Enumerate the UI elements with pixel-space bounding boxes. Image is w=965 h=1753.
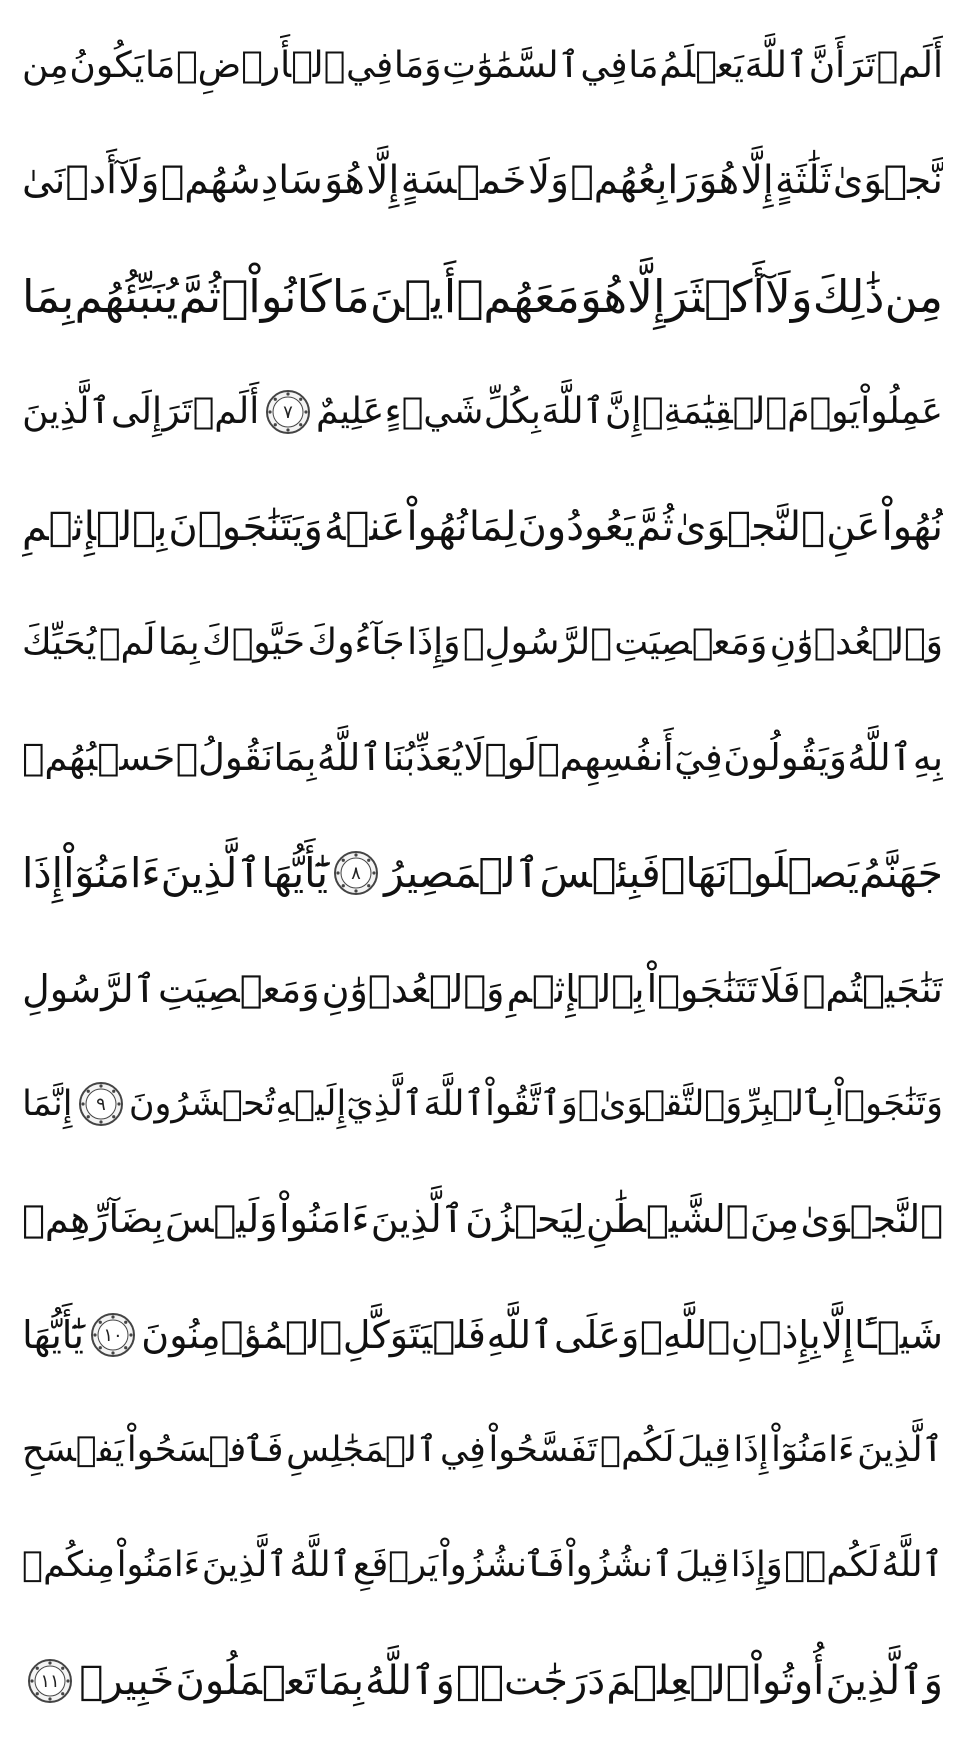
ayah-ornament-icon	[77, 1080, 125, 1128]
word: فَٱنشُزُواْ	[440, 1545, 565, 1586]
ayah-number: ٧	[282, 402, 293, 424]
word: ذَٰلِكَ	[812, 269, 885, 323]
word: ٱللَّهَ	[744, 45, 809, 86]
word: مِنكُمۡ	[22, 1545, 116, 1586]
word: فَلَا	[759, 966, 801, 1011]
word: مَا	[331, 269, 370, 323]
text-line	[22, 1052, 943, 1156]
word: وَلَآ	[765, 269, 813, 323]
word: ٱلۡمَصِيرُ	[384, 849, 540, 898]
word: أُوتُواْ	[750, 1657, 825, 1704]
word: أَكۡثَرَ	[665, 269, 765, 323]
word: وَتَنَٰجَوۡاْ	[834, 1084, 943, 1125]
word: وَلَيۡسَ	[164, 1197, 278, 1242]
text-line	[22, 129, 943, 233]
word: ٱللَّهَ	[423, 1084, 485, 1125]
text-line	[22, 1513, 943, 1617]
word: ٱلۡمُؤۡمِنُونَ	[141, 1312, 343, 1357]
word: وَٱلۡعُدۡوَٰنِ	[321, 966, 505, 1011]
word: إِلَّا	[740, 158, 774, 204]
word: ثَلَٰثَةٍ	[775, 158, 832, 204]
word: نَقُولُۚ	[175, 736, 273, 780]
word: فَلۡيَتَوَكَّلِ	[342, 1312, 486, 1357]
word: ٱلۡمَجَٰلِسِ	[286, 1430, 438, 1471]
word: ٱلشَّيۡطَٰنِ	[585, 1197, 749, 1242]
word: شَيۡءٍ	[384, 391, 484, 433]
word: إِلَيۡهِ	[275, 1084, 347, 1125]
word: ٱنشُزُواْ	[565, 1545, 674, 1586]
word: فِيٓ	[674, 736, 723, 780]
word: نُهُواْ	[406, 504, 468, 551]
word: بِمَا	[317, 1657, 364, 1704]
word: قِيلَ	[677, 1430, 731, 1471]
word: هُوَ	[324, 158, 365, 204]
word: شَيۡـًٔا	[854, 1312, 943, 1357]
word: فَٱفۡسَحُواْ	[126, 1430, 284, 1471]
word: بِمَا	[273, 736, 317, 780]
word: ٱلۡقِيَٰمَةِۚ	[641, 391, 787, 433]
text-line	[22, 591, 943, 695]
word: عَمِلُواْ	[860, 391, 943, 433]
word: حَيَّوۡكَ	[202, 621, 306, 663]
word: يَٰٓأَيُّهَا	[22, 1312, 84, 1357]
ayah-end-marker	[264, 388, 312, 436]
word: إِلَى	[110, 391, 162, 433]
word: ءَامَنُواْ	[278, 1197, 370, 1242]
word: ٱلَّذِينَ	[201, 1545, 288, 1586]
word: بِإِذۡنِ	[730, 1312, 821, 1357]
text-line	[22, 1398, 943, 1502]
word: ٱلَّذِينَ	[22, 391, 111, 433]
word: بِمَا	[22, 269, 75, 323]
word: ٱللَّهُ	[847, 736, 913, 780]
word: إِلَّا	[821, 1312, 854, 1357]
word: مِن	[884, 269, 943, 323]
word: لَمۡ	[98, 621, 156, 663]
word: يَرۡفَعِ	[352, 1545, 439, 1586]
word: دَرَجَٰتٖۚ	[456, 1657, 606, 1704]
ayah-number: ٨	[351, 863, 361, 885]
word: ءَامَنُوٓاْ	[63, 849, 161, 898]
word: مِن	[22, 45, 69, 86]
word: تَرَ	[162, 391, 193, 433]
word: ٱلۡعِلۡمَ	[606, 1657, 750, 1704]
ayah-ornament-icon	[332, 849, 380, 897]
word: كَانُواْۖ	[221, 269, 332, 323]
word: جَآءُوكَ	[307, 621, 405, 663]
ayah-number: ٩	[95, 1094, 106, 1116]
word: إِلَّا	[366, 158, 400, 204]
word: ٱلنَّجۡوَىٰ	[800, 1197, 943, 1242]
word: ٱلنَّجۡوَىٰ	[675, 504, 826, 551]
word: قِيلَ	[675, 1545, 729, 1586]
word: ٱلَّذِينَ	[160, 849, 262, 898]
word: لِمَا	[468, 504, 517, 551]
word: ٱللَّهِ	[486, 1312, 554, 1357]
word: عَلِيمٌ	[316, 391, 385, 433]
word: ٱلرَّسُولِ	[22, 966, 156, 1011]
ayah-end-marker	[332, 849, 380, 897]
word: ٱللَّهَ	[541, 391, 605, 433]
word: يَفۡسَحِ	[22, 1430, 125, 1471]
word: ٱللَّهُ	[316, 736, 383, 780]
word: ٱلَّذِيٓ	[346, 1084, 424, 1125]
text-line	[22, 937, 943, 1041]
word: بِمَا	[157, 621, 200, 663]
ayah-ornament-icon	[26, 1657, 74, 1705]
word: وَلَا	[527, 158, 569, 204]
word: تُحۡشَرُونَ	[128, 1084, 276, 1125]
ayah-end-marker	[26, 1657, 74, 1705]
word: عَنِ	[826, 504, 881, 551]
word: أَيۡنَ	[369, 269, 457, 323]
word: وَعَلَى	[554, 1312, 640, 1357]
word: تَعۡمَلُونَ	[175, 1657, 317, 1704]
word: وَإِذَا	[730, 1545, 783, 1586]
word: حَسۡبُهُمۡ	[22, 736, 176, 780]
word: إِذَا	[733, 1430, 769, 1471]
word: عَنۡهُ	[323, 504, 406, 551]
word: أَنفُسِهِمۡ	[537, 736, 674, 780]
word: وَٱتَّقُواْ	[485, 1084, 578, 1125]
word: نُهُواْ	[881, 504, 943, 551]
word: فَبِئۡسَ	[539, 849, 661, 898]
word: مَعَهُمۡ	[456, 269, 580, 323]
text-line	[22, 1629, 943, 1733]
word: وَيَتَنَٰجَوۡنَ	[168, 504, 323, 551]
word: وَمَا	[393, 45, 442, 86]
word: أَلَمۡ	[876, 45, 943, 86]
word: وَٱللَّهُ	[365, 1657, 455, 1704]
word: ءَامَنُوٓاْ	[771, 1430, 855, 1471]
word: وَٱلۡعُدۡوَٰنِ	[769, 621, 943, 663]
ayah-ornament-icon	[264, 388, 312, 436]
text-line	[22, 245, 943, 349]
word: تَتَنَٰجَوۡاْ	[646, 966, 758, 1011]
word: بِٱلۡإِثۡمِ	[506, 966, 645, 1011]
word: ٱللَّهُ	[289, 1545, 352, 1586]
word: بِٱلۡإِثۡمِ	[22, 504, 168, 551]
word: ٱللَّهُ	[881, 1545, 943, 1586]
word: هُوَ	[698, 158, 740, 204]
word: يَعۡلَمُ	[659, 45, 745, 86]
word: ثُمَّ	[178, 269, 222, 323]
word: فِي	[345, 45, 394, 86]
word: ٱلَّذِينَ	[370, 1197, 464, 1242]
word: تَنَٰجَيۡتُمۡ	[802, 966, 943, 1011]
text-line	[22, 706, 943, 810]
word: يَصۡلَوۡنَهَاۖ	[660, 849, 860, 898]
word: رَابِعُهُمۡ	[570, 158, 698, 204]
text-line	[22, 821, 943, 925]
word: لَكُمۡۖ	[784, 1545, 880, 1586]
text-line	[22, 1167, 943, 1271]
word: إِنَّمَا	[22, 1084, 73, 1125]
word: أَدۡنَىٰ	[22, 158, 117, 204]
ayah-ornament-icon	[89, 1311, 137, 1359]
word: يُحَيِّكَ	[22, 621, 97, 663]
word: ٱللَّهِۚ	[639, 1312, 731, 1357]
ayah-end-marker	[77, 1080, 125, 1128]
ayah-end-marker	[89, 1311, 137, 1359]
word: خَبِيرٞ	[79, 1657, 175, 1704]
text-line	[22, 360, 943, 464]
word: ٱلرَّسُولِۖ	[462, 621, 612, 663]
word: يُنَبِّئُهُم	[74, 269, 179, 323]
word: يَكُونُ	[69, 45, 145, 86]
word: وَمَعۡصِيَتِ	[614, 621, 768, 663]
word: وَيَقُولُونَ	[723, 736, 847, 780]
word: ٱلسَّمَٰوَٰتِ	[442, 45, 580, 86]
word: ٱلَّذِينَ	[857, 1430, 943, 1471]
word: وَٱلَّذِينَ	[825, 1657, 943, 1704]
word: إِلَّا	[627, 269, 666, 323]
word: لِيَحۡزُنَ	[465, 1197, 585, 1242]
word: فِي	[580, 45, 628, 86]
text-block	[22, 14, 943, 1733]
word: وَإِذَا	[407, 621, 461, 663]
word: هُوَ	[580, 269, 628, 323]
word: ءَامَنُواْ	[116, 1545, 201, 1586]
word: لَوۡلَا	[463, 736, 538, 780]
word: بِهِ	[912, 736, 943, 780]
word: جَهَنَّمُ	[859, 849, 943, 898]
word: ثُمَّ	[636, 504, 674, 551]
word: مَا	[628, 45, 659, 86]
word: خَمۡسَةٍ	[400, 158, 527, 204]
word: فِي	[439, 1430, 486, 1471]
word: مَا	[145, 45, 176, 86]
ayah-number: ١١	[40, 1670, 60, 1692]
word: تَفَسَّحُواْ	[488, 1430, 598, 1471]
word: يُعَذِّبُنَا	[382, 736, 463, 780]
word: بِضَآرِّهِمۡ	[22, 1197, 164, 1242]
word: تَرَ	[845, 45, 876, 86]
word: وَلَآ	[118, 158, 160, 204]
word: يَٰٓأَيُّهَا	[261, 849, 329, 898]
text-line	[22, 475, 943, 579]
word: لَكُمۡ	[600, 1430, 675, 1471]
word: إِنَّ	[605, 391, 642, 433]
word: سَادِسُهُمۡ	[160, 158, 323, 204]
word: مِنَ	[749, 1197, 800, 1242]
text-line	[22, 14, 943, 118]
ayah-number: ١٠	[102, 1324, 123, 1346]
word: بِٱلۡبِرِّ	[742, 1084, 835, 1125]
word: يَعُودُونَ	[517, 504, 636, 551]
word: أَلَمۡ	[192, 391, 260, 433]
word: وَمَعۡصِيَتِ	[158, 966, 320, 1011]
word: ٱلۡأَرۡضِۖ	[175, 45, 346, 86]
word: نَّجۡوَىٰ	[832, 158, 943, 204]
word: أَنَّ	[808, 45, 846, 86]
word: بِكُلِّ	[483, 391, 541, 433]
word: وَٱلتَّقۡوَىٰۖ	[577, 1084, 743, 1125]
text-line	[22, 1283, 943, 1387]
word: يَوۡمَ	[787, 391, 860, 433]
word: إِذَا	[22, 849, 64, 898]
